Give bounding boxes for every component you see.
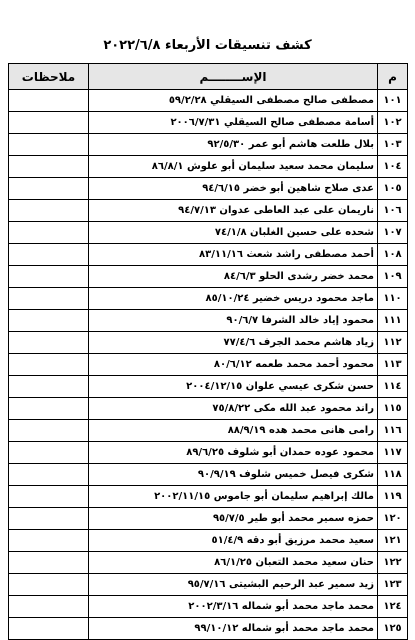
table-row <box>9 310 408 332</box>
row-notes <box>9 376 89 398</box>
header-row <box>9 64 408 90</box>
row-name: سليمان محمد سعيد سليمان أبو علوش ٨٦/٨/١ <box>89 156 378 178</box>
table-row <box>9 508 408 530</box>
table-row <box>9 332 408 354</box>
row-num: ١٠٥ <box>378 178 408 200</box>
table-row <box>9 178 408 200</box>
table-row <box>9 200 408 222</box>
row-notes <box>9 508 89 530</box>
row-notes <box>9 464 89 486</box>
row-num: ١٠٨ <box>378 244 408 266</box>
table-row <box>9 464 408 486</box>
row-num: ١٢٤ <box>378 596 408 618</box>
row-notes <box>9 90 89 112</box>
row-name: محمود إياد خالد الشرفا ٩٠/٦/٧ <box>89 310 378 332</box>
row-num: ١١٩ <box>378 486 408 508</box>
row-name: راند محمود عبد الله مكى ٧٥/٨/٢٢ <box>89 398 378 420</box>
row-notes <box>9 156 89 178</box>
row-notes <box>9 596 89 618</box>
page-title: كشف تنسيقات الأربعاء ٢٠٢٢/٦/٨ <box>103 38 312 53</box>
row-num: ١٠٩ <box>378 266 408 288</box>
header-name: الإســــــــم <box>89 64 378 90</box>
table-row <box>9 266 408 288</box>
row-name: محمد ماجد محمد أبو شماله ٩٩/١٠/١٢ <box>89 618 378 640</box>
row-num: ١٢٣ <box>378 574 408 596</box>
row-notes <box>9 266 89 288</box>
table-row <box>9 244 408 266</box>
row-name: مالك إبراهيم سليمان أبو جاموس ٢٠٠٢/١١/١٥ <box>89 486 378 508</box>
row-num: ١١٨ <box>378 464 408 486</box>
row-name: أسامة مصطفى صالح السيقلي ٢٠٠٦/٧/٣١ <box>89 112 378 134</box>
table-row <box>9 354 408 376</box>
row-num: ١٢٠ <box>378 508 408 530</box>
table-row <box>9 288 408 310</box>
table-row <box>9 596 408 618</box>
row-num: ١٠٣ <box>378 134 408 156</box>
row-num: ١١٥ <box>378 398 408 420</box>
row-notes <box>9 112 89 134</box>
row-num: ١١٠ <box>378 288 408 310</box>
row-name: مصطفى صالح مصطفى السيقلي ٥٩/٢/٢٨ <box>89 90 378 112</box>
schedule-table <box>8 63 408 640</box>
table-row <box>9 398 408 420</box>
row-notes <box>9 200 89 222</box>
row-notes <box>9 574 89 596</box>
table-row <box>9 574 408 596</box>
row-num: ١١٢ <box>378 332 408 354</box>
row-notes <box>9 178 89 200</box>
table-body <box>9 90 408 640</box>
row-notes <box>9 222 89 244</box>
row-name: حمزه سمير محمد أبو طير ٩٥/٧/٥ <box>89 508 378 530</box>
row-num: ١١٤ <box>378 376 408 398</box>
row-num: ١٠٦ <box>378 200 408 222</box>
row-num: ١١٦ <box>378 420 408 442</box>
table-row <box>9 420 408 442</box>
row-name: عدى صلاح شاهين أبو خضر ٩٤/٦/١٥ <box>89 178 378 200</box>
row-num: ١٠٧ <box>378 222 408 244</box>
table-row <box>9 156 408 178</box>
row-num: ١٢١ <box>378 530 408 552</box>
row-notes <box>9 442 89 464</box>
row-name: سعيد محمد مرزيق أبو دقه ٥١/٤/٩ <box>89 530 378 552</box>
row-name: حسن شكرى عيسي علوان ٢٠٠٤/١٢/١٥ <box>89 376 378 398</box>
table-row <box>9 222 408 244</box>
row-notes <box>9 420 89 442</box>
table-row <box>9 112 408 134</box>
row-notes <box>9 332 89 354</box>
row-notes <box>9 310 89 332</box>
row-num: ١١٧ <box>378 442 408 464</box>
row-name: زيد سمير عبد الرحيم البشيتى ٩٥/٧/١٦ <box>89 574 378 596</box>
row-notes <box>9 288 89 310</box>
row-num: ١١٣ <box>378 354 408 376</box>
row-name: شكرى فيصل خميس شلوف ٩٠/٩/١٩ <box>89 464 378 486</box>
row-num: ١٢٢ <box>378 552 408 574</box>
table-row <box>9 530 408 552</box>
row-notes <box>9 244 89 266</box>
row-notes <box>9 552 89 574</box>
table-row <box>9 134 408 156</box>
row-num: ١٠٤ <box>378 156 408 178</box>
row-num: ١٠١ <box>378 90 408 112</box>
row-name: محمود عوده حمدان أبو شلوف ٨٩/٦/٢٥ <box>89 442 378 464</box>
row-name: محمد خضر رشدى الحلو ٨٤/٦/٣ <box>89 266 378 288</box>
row-notes <box>9 618 89 640</box>
row-num: ١١١ <box>378 310 408 332</box>
header-notes: ملاحظات <box>9 64 89 90</box>
row-name: محمود أحمد محمد طعمه ٨٠/٦/١٢ <box>89 354 378 376</box>
row-notes <box>9 530 89 552</box>
table-row <box>9 618 408 640</box>
row-name: شحده على حسين الغلبان ٧٤/١/٨ <box>89 222 378 244</box>
row-name: أحمد مصطفى راشد شعث ٨٣/١١/١٦ <box>89 244 378 266</box>
row-num: ١٠٢ <box>378 112 408 134</box>
row-name: رامى هانى محمد هده ٨٨/٩/١٩ <box>89 420 378 442</box>
row-num: ١٢٥ <box>378 618 408 640</box>
row-name: ماجد محمود دريس خضير ٨٥/١٠/٢٤ <box>89 288 378 310</box>
row-name: محمد ماجد محمد أبو شماله ٢٠٠٢/٣/١٦ <box>89 596 378 618</box>
row-name: بلال طلعت هاشم أبو عمر ٩٢/٥/٣٠ <box>89 134 378 156</box>
row-notes <box>9 398 89 420</box>
row-notes <box>9 486 89 508</box>
row-name: حنان سعيد محمد التعبان ٨٦/١/٢٥ <box>89 552 378 574</box>
table-row <box>9 486 408 508</box>
header-num: م <box>378 64 408 90</box>
row-notes <box>9 134 89 156</box>
row-notes <box>9 354 89 376</box>
table-row <box>9 376 408 398</box>
table-row <box>9 90 408 112</box>
row-name: ناريمان على عبد العاطى عدوان ٩٤/٧/١٣ <box>89 200 378 222</box>
row-name: زياد هاشم محمد الجرف ٧٧/٤/٦ <box>89 332 378 354</box>
table-row <box>9 442 408 464</box>
table-row <box>9 552 408 574</box>
